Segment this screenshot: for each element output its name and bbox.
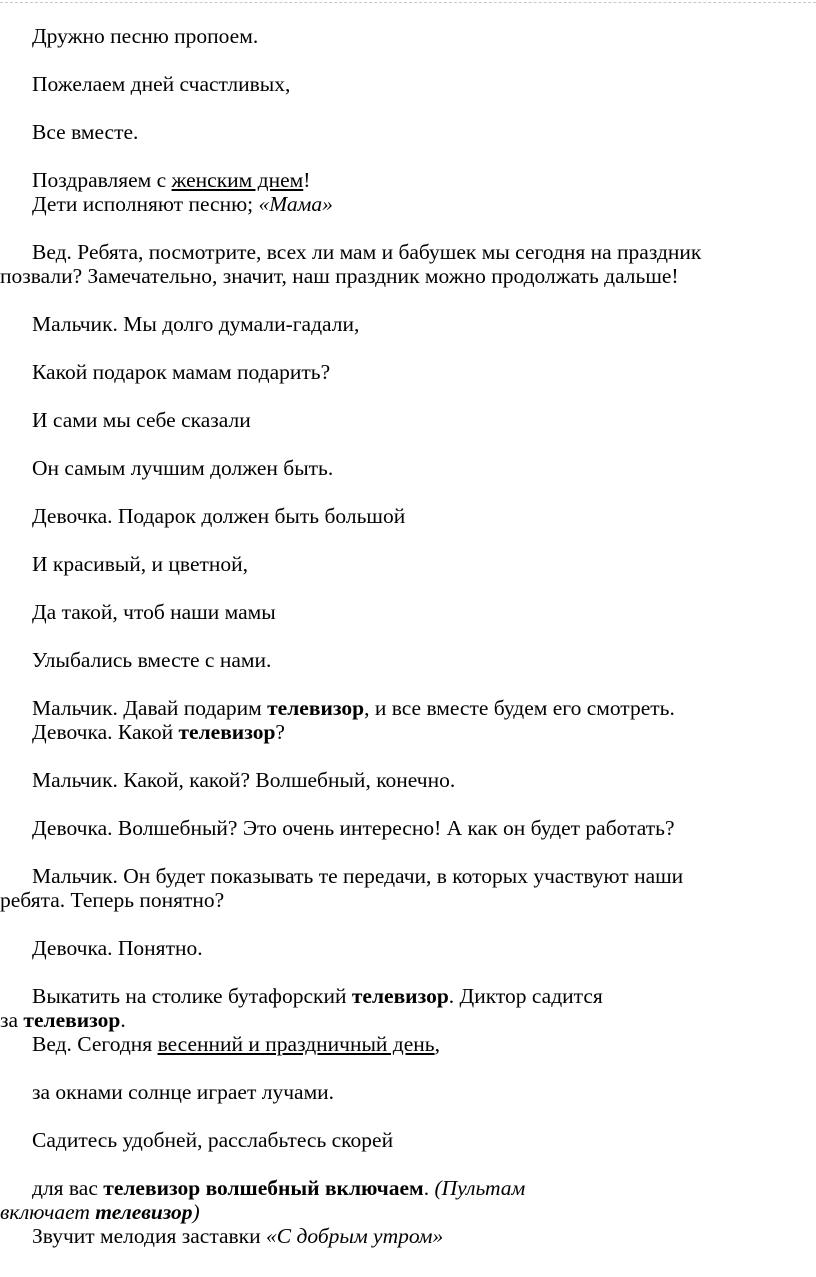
text-line xyxy=(32,72,290,96)
text-run: Мальчик. Какой, какой? Волшебный, конечно. xyxy=(32,768,456,792)
text-line xyxy=(32,552,248,576)
paragraph xyxy=(0,600,806,624)
text-run: телевизор xyxy=(267,696,365,720)
text-run: Улыбались вместе с нами. xyxy=(32,648,272,672)
text-run: Все вместе. xyxy=(32,120,139,144)
paragraph xyxy=(0,240,806,288)
text-run: телевизор xyxy=(95,1200,193,1224)
paragraph xyxy=(0,696,806,720)
text-run: Девочка. Какой xyxy=(32,720,179,744)
text-line xyxy=(32,864,683,888)
text-run: за окнами солнце играет лучами. xyxy=(32,1080,335,1104)
text-run: , xyxy=(434,1032,440,1056)
text-run: Дружно песню пропоем. xyxy=(32,24,259,48)
text-line xyxy=(32,600,276,624)
text-run: . Диктор садится xyxy=(448,984,603,1008)
paragraph xyxy=(0,552,806,576)
paragraph xyxy=(0,120,806,144)
paragraph xyxy=(0,24,806,48)
text-run: Какой подарок мамам подарить? xyxy=(32,360,331,384)
text-run: Девочка. Волшебный? Это очень интересно! А как он будет работать? xyxy=(32,816,675,840)
text-line xyxy=(32,312,359,336)
text-run: Садитесь удобней, расслабьтесь скорей xyxy=(32,1128,394,1152)
text-run: . xyxy=(120,1008,126,1032)
paragraph xyxy=(0,168,806,192)
text-run: Поздравляем с xyxy=(32,168,172,192)
paragraph xyxy=(0,864,806,912)
text-line xyxy=(32,720,285,744)
text-run: Да такой, чтоб наши мамы xyxy=(32,600,276,624)
text-run: Дети исполняют песню; xyxy=(32,192,259,216)
text-line xyxy=(32,24,258,48)
paragraph xyxy=(0,456,806,480)
text-run: весенний и праздничный день xyxy=(157,1032,435,1056)
text-run: , и все вместе будем его смотреть. xyxy=(364,696,675,720)
text-run: за xyxy=(0,1008,24,1032)
text-run: Мальчик. Давай подарим xyxy=(32,696,268,720)
paragraph xyxy=(0,936,806,960)
text-line xyxy=(32,120,138,144)
text-run: позвали? Замечательно, значит, наш праздник можно продолжать дальше! xyxy=(0,264,679,288)
text-line xyxy=(32,648,271,672)
text-line xyxy=(32,168,310,192)
paragraph xyxy=(0,360,806,384)
text-run: Мальчик. Он будет показывать те передачи, в которых участвуют наши xyxy=(32,864,684,888)
text-run: ребята. Теперь понятно? xyxy=(0,888,225,912)
text-run: Вед. Сегодня xyxy=(32,1032,158,1056)
text-run: ? xyxy=(275,720,285,744)
text-line xyxy=(32,1128,393,1152)
text-run: телевизор xyxy=(178,720,276,744)
text-run: Он самым лучшим должен быть. xyxy=(32,456,334,480)
text-line xyxy=(32,984,603,1008)
text-run: «Мама» xyxy=(258,192,333,216)
text-line xyxy=(32,1080,334,1104)
text-run: И сами мы себе сказали xyxy=(32,408,251,432)
text-line xyxy=(32,768,455,792)
paragraph xyxy=(0,1128,806,1152)
text-line xyxy=(32,456,333,480)
text-line xyxy=(32,360,330,384)
text-run: женским днем xyxy=(171,168,304,192)
paragraph xyxy=(0,408,806,432)
text-run: для вас xyxy=(32,1176,104,1200)
text-run: телевизор xyxy=(351,984,449,1008)
text-run: Девочка. Подарок должен быть большой xyxy=(32,504,406,528)
paragraph xyxy=(0,816,806,840)
text-run: телевизор волшебный включаем xyxy=(103,1176,424,1200)
text-line xyxy=(32,1176,525,1200)
paragraph xyxy=(0,648,806,672)
text-run: Пожелаем дней счастливых, xyxy=(32,72,291,96)
text-run: телевизор xyxy=(23,1008,121,1032)
paragraph xyxy=(0,1080,806,1104)
paragraph xyxy=(0,504,806,528)
text-run: Звучит мелодия заставки xyxy=(32,1224,267,1248)
text-line xyxy=(32,192,333,216)
text-run: (Пультам xyxy=(434,1176,526,1200)
text-run: Девочка. Понятно. xyxy=(32,936,203,960)
text-line xyxy=(0,264,679,288)
text-line xyxy=(32,504,405,528)
text-run: ! xyxy=(303,168,311,192)
paragraph xyxy=(0,1032,806,1056)
text-run: . xyxy=(423,1176,435,1200)
paragraph xyxy=(0,720,806,744)
text-line xyxy=(0,1008,126,1032)
text-run: «С добрым утром» xyxy=(266,1224,444,1248)
paragraph xyxy=(0,72,806,96)
text-line xyxy=(32,240,701,264)
text-line xyxy=(32,1032,440,1056)
text-line xyxy=(32,408,251,432)
text-run: Вед. Ребята, посмотрите, всех ли мам и бабушек мы сегодня на праздник xyxy=(32,240,702,264)
text-line xyxy=(32,1224,443,1248)
text-run: включает xyxy=(0,1200,96,1224)
text-line xyxy=(32,816,675,840)
paragraph xyxy=(0,192,806,216)
text-run: Выкатить на столике бутафорский xyxy=(32,984,352,1008)
text-line xyxy=(32,936,203,960)
text-line xyxy=(0,1200,200,1224)
paragraph xyxy=(0,1176,806,1224)
text-run: И красивый, и цветной, xyxy=(32,552,249,576)
paragraph xyxy=(0,1224,806,1248)
page-top-dashed-line xyxy=(0,2,816,3)
paragraph xyxy=(0,768,806,792)
paragraph xyxy=(0,984,806,1032)
text-run: Мальчик. Мы долго думали-гадали, xyxy=(32,312,360,336)
paragraph xyxy=(0,312,806,336)
text-line xyxy=(0,888,224,912)
text-line xyxy=(32,696,675,720)
text-run: ) xyxy=(192,1200,200,1224)
